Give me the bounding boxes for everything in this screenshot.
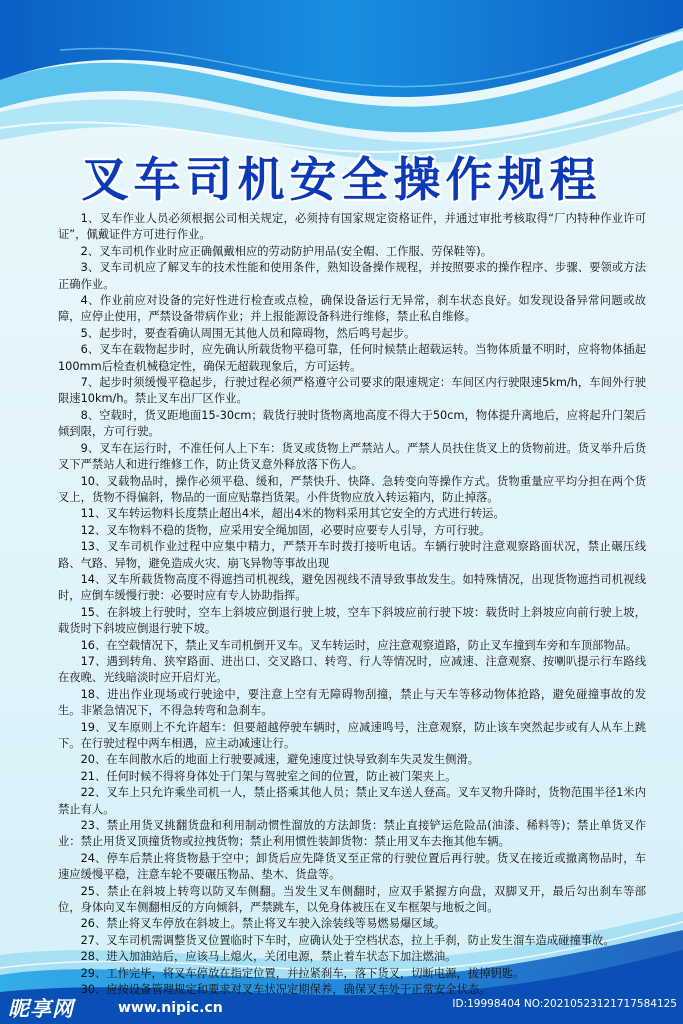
rule-item: 12、叉车物料不稳的货物，应采用安全绳加固，必要时应要专人引导，方可行驶。: [80, 523, 491, 537]
rule-item: 9、叉车在运行时，不准任何人上下车：货叉或货物上严禁站人。严禁人员扶住货叉上的货物前进。货叉举升后货叉下严禁站人和进行维修工作，防止货叉意外释放落下伤人。: [58, 441, 646, 472]
rule-item: 28、进入加油站后，应该马上熄火，关闭电源，禁止着车状态下加注燃油。: [80, 950, 457, 964]
rule-item: 6、叉车在载物起步时，应先确认所载货物平稳可靠，任何时候禁止超载运转。当物体质量不明时，应将物体插起100mm后检查机械稳定性，确保无超载现象后，方可运转。: [58, 343, 646, 373]
page-title: 叉车司机安全操作规程: [81, 153, 602, 208]
rule-item: 23、禁止用货叉挑翻货盘和利用制动惯性溜放的方法卸货：禁止直接铲运危险品(油漆、稀料等)；禁止单货叉作业：禁止用货叉顶撞货物或拉拽货物；禁止利用惯性装卸货物：禁止用叉车去拖其他车辆。: [58, 819, 646, 849]
watermark-brand: 昵享网: [8, 997, 74, 1021]
rule-item: 20、在车间散水后的地面上行驶要减速，避免速度过快导致刹车失灵发生侧滑。: [80, 753, 480, 767]
watermark-site: www.nipic.cn: [118, 1000, 223, 1016]
rule-item: 13、叉车司机作业过程中应集中精力，严禁开车时拨打接听电话。车辆行驶时注意观察路面状况，禁止碾压线路、气路、异物，避免造成火灾、崩飞异物等事故出现: [58, 540, 646, 570]
rule-item: 4、作业前应对设备的完好性进行检查或点检，确保设备运行无异常，刹车状态良好。如发现设备异常问题或故障，应停止使用，严禁设备带病作业；并上报能源设备科进行维修，禁止私自维修。: [58, 294, 646, 324]
rule-item: 3、叉车司机应了解叉车的技术性能和使用条件，熟知设备操作规程，并按照要求的操作程序、步骤、要领或方法正确作业。: [58, 261, 646, 291]
rule-item: 2、叉车司机作业时应正确佩戴相应的劳动防护用品(安全帽、工作服、劳保鞋等)。: [80, 244, 492, 258]
rule-item: 19、叉车原则上不允许超车：但要超越停驶车辆时，应减速鸣号，注意观察，防止该车突然起步或有人从车上跳下。在行驶过程中两车相遇，应主动减速让行。: [58, 720, 646, 750]
rule-item: 10、叉载物品时，操作必须平稳、缓和，严禁快升、快降、急转变向等操作方式。货物重量应平均分担在两个货叉上，货物不得偏斜，物品的一面应贴靠挡货架。小件货物应放入转运箱内，防止掉落。: [58, 474, 646, 504]
rule-item: 26、禁止将叉车停放在斜坡上。禁止将叉车驶入涂装线等易燃易爆区域。: [80, 917, 446, 931]
rule-item: 11、叉车转运物料长度禁止超出4米，超出4米的物料采用其它安全的方式进行转运。: [80, 507, 505, 521]
rule-item: 27、叉车司机需调整货叉位置临时下车时，应确认处于空档状态，拉上手刹，防止发生溜车造成碰撞事故。: [80, 933, 615, 947]
rule-item: 17、遇到转角、狭窄路面、进出口、交叉路口、转弯、行人等情况时，应减速、注意观察、按喇叭提示行车路线在夜晚、光线暗淡时应开启灯光。: [58, 654, 646, 685]
rule-item: 16、在空载情况下，禁止叉车司机倒开叉车。叉车转运时，应注意观察道路，防止叉车撞到车旁和车顶部物品。: [80, 638, 638, 652]
rule-item: 7、起步时须缓慢平稳起步，行驶过程必须严格遵守公司要求的限速规定：车间区内行驶限速5km/h，车间外行驶限速10km/h。禁止叉车出厂区作业。: [58, 376, 646, 406]
rule-item: 21、任何时候不得将身体处于门架与驾驶室之间的位置，防止被门架夹上。: [80, 769, 457, 783]
rule-item: 24、停车后禁止将货物悬于空中；卸货后应先降货叉至正常的行驶位置后再行驶。货叉在接近或撤离物品时，车速应缓慢平稳，注意车轮不要碾压物品、垫木、货盘等。: [58, 851, 646, 882]
rule-item: 30、应按设备管理规定和要求对叉车状况定期保养，确保叉车处于正常安全状态。: [80, 983, 491, 997]
rule-item: 29、工作完毕，将叉车停放在指定位置，并拉紧刹车，落下货叉，切断电源，拔掉钥匙。: [80, 966, 525, 980]
rule-item: 8、空载时，货叉距地面15-30cm；载货行驶时货物离地高度不得大于50cm，物体提升离地后，应将起升门架后倾到限，方可行驶。: [58, 408, 646, 439]
rule-item: 5、起步时，要查看确认周围无其他人员和障碍物，然后鸣号起步。: [80, 326, 416, 340]
rule-item: 25、禁止在斜坡上转弯以防叉车侧翻。当发生叉车侧翻时，应双手紧握方向盘，双脚叉开，最后勾出刹车等部位，身体向叉车侧翻相反的方向倾斜，严禁跳车，以免身体被压在叉车框架与地板之间。: [58, 884, 646, 915]
rule-item: 14、叉车所载货物高度不得遮挡司机视线，避免因视线不清导致事故发生。如特殊情况，出现货物遮挡司机视线时，应倒车缓慢行驶：必要时应有专人协助指挥。: [58, 572, 646, 603]
rules-list: [58, 211, 646, 999]
rule-item: 15、在斜坡上行驶时，空车上斜坡应倒退行驶上坡，空车下斜坡应前行驶下坡：载货时上斜坡应向前行驶上坡，载货时下斜坡应倒退行驶下坡。: [58, 605, 646, 636]
watermark-id: ID:19998404 NO:20210523121717584125: [452, 998, 677, 1010]
rule-item: 18、进出作业现场或行驶途中，要注意上空有无障碍物刮撞，禁止与天车等移动物体抢路，避免碰撞事故的发生。非紧急情况下，不得急转弯和急刹车。: [58, 687, 646, 718]
rule-item: 22、叉车上只允许乘坐司机一人，禁止搭乘其他人员；禁止叉车送人登高。叉车叉物升降时，货物范围半径1米内禁止有人。: [58, 786, 646, 816]
rule-item: 1、叉车作业人员必须根据公司相关规定，必须持有国家规定资格证件，并通过审批考核取得“厂内特种作业许可证”，佩戴证件方可进行作业。: [58, 212, 646, 242]
